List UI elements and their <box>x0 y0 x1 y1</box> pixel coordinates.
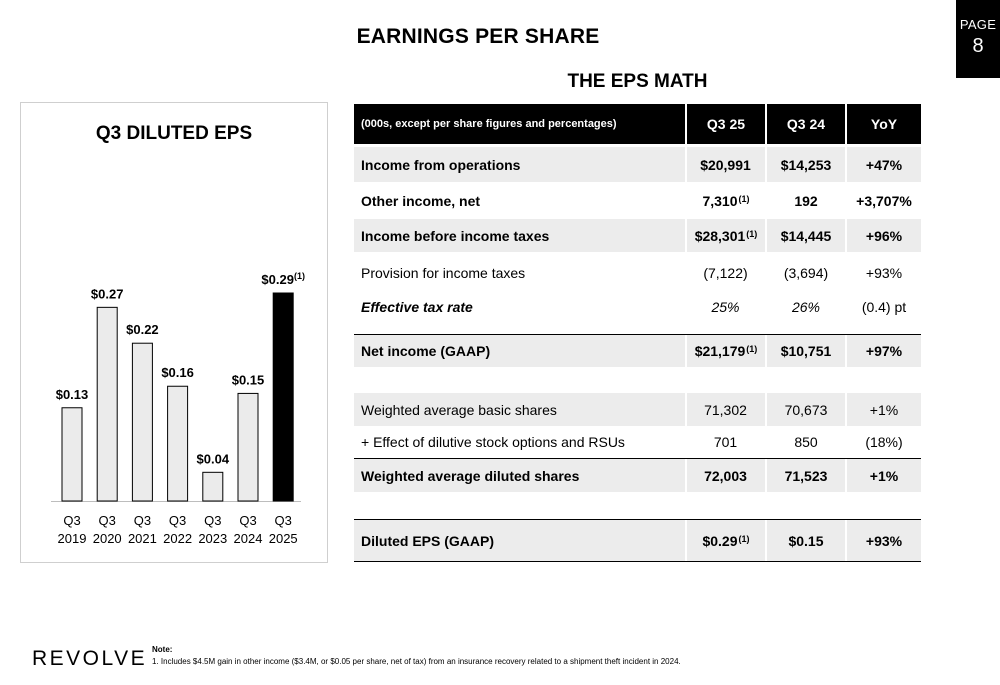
x-tick-label: 2024 <box>233 531 263 546</box>
table-row <box>354 184 921 217</box>
row-q325: (7,122) <box>687 256 767 289</box>
table-row <box>354 147 921 182</box>
eps-chart-panel <box>20 102 328 563</box>
row-q324: $10,751 <box>767 335 847 367</box>
bar-2024 <box>238 393 258 501</box>
header-label: (000s, except per share figures and percentages) <box>354 104 687 144</box>
row-q324: $0.15 <box>767 520 847 561</box>
row-q324: 70,673 <box>767 393 847 426</box>
row-q325: 72,003 <box>687 459 767 492</box>
data-label-2020: $0.27 <box>90 286 124 302</box>
table-row <box>354 519 921 562</box>
row-q324: $14,445 <box>767 219 847 252</box>
note-text: 1. Includes $4.5M gain in other income ($3.4M, or $0.05 per share, net of tax) from an insurance recovery related to a shipment theft incident in 2024. <box>152 657 681 666</box>
table-row <box>354 426 921 458</box>
row-yoy: (18%) <box>865 434 903 450</box>
revolve-logo: REVOLVE <box>32 647 148 670</box>
row-yoy: +3,707% <box>856 192 912 209</box>
data-label-2025: $0.29$^{(1)}$ <box>261 271 305 287</box>
row-q325: 71,302 <box>687 393 767 426</box>
eps-bar-chart <box>21 103 329 564</box>
x-tick-label: Q3 <box>204 513 222 528</box>
x-tick-label: 2021 <box>127 531 157 546</box>
table-row <box>354 458 921 492</box>
table-header-row <box>354 104 921 144</box>
row-yoy: +97% <box>865 343 903 359</box>
x-tick-label: Q3 <box>133 513 152 528</box>
x-tick-label: 2019 <box>57 531 87 546</box>
row-q325: $20,991 <box>687 147 767 182</box>
row-label: Income before income taxes <box>354 219 687 252</box>
row-yoy: +1% <box>869 401 899 418</box>
row-q325: $28,301 $^{(1)}$ <box>687 219 767 252</box>
row-yoy: +93% <box>865 532 903 549</box>
table-row <box>354 334 921 367</box>
row-yoy: +96% <box>865 227 903 244</box>
page-badge-label: PAGE <box>959 17 997 32</box>
row-label: Diluted EPS (GAAP) <box>354 520 687 561</box>
page-title: EARNINGS PER SHARE <box>356 25 600 48</box>
row-yoy: +1% <box>869 467 899 484</box>
row-q324: 850 <box>767 426 847 458</box>
row-label: Income from operations <box>354 147 687 182</box>
header-yoy: YoY <box>870 116 898 132</box>
table-row <box>354 219 921 252</box>
x-tick-label: Q3 <box>239 513 257 528</box>
x-tick-label: 2025 <box>268 531 298 546</box>
x-tick-label: 2020 <box>92 531 122 546</box>
row-q324: 192 <box>767 184 847 217</box>
bar-2019 <box>62 408 82 501</box>
note-heading: Note: <box>152 645 173 654</box>
data-label-2022: $0.16 <box>161 365 194 381</box>
chart-title: Q3 DILUTED EPS <box>95 123 253 144</box>
page-number: 8 <box>972 35 984 57</box>
bar-2022 <box>168 386 188 501</box>
row-label: Other income, net <box>354 184 687 217</box>
bar-2025 <box>273 293 293 501</box>
row-q324: $14,253 <box>767 147 847 182</box>
page-badge <box>956 0 1000 78</box>
row-yoy: +47% <box>865 156 903 173</box>
row-label: Provision for income taxes <box>354 256 687 289</box>
table-row <box>354 290 921 323</box>
data-label-2019: $0.13 <box>55 386 89 402</box>
row-label: Weighted average basic shares <box>354 393 687 426</box>
bar-2023 <box>203 472 223 501</box>
row-q325: $0.29 $^{(1)}$ <box>687 520 767 561</box>
x-tick-label: Q3 <box>168 513 187 528</box>
row-label: Effective tax rate <box>354 290 687 323</box>
x-tick-label: 2023 <box>198 531 228 546</box>
bar-2020 <box>97 307 117 501</box>
x-tick-label: Q3 <box>98 513 116 528</box>
row-yoy: +93% <box>865 264 903 281</box>
row-yoy: (0.4) pt <box>861 298 907 315</box>
table-row <box>354 256 921 289</box>
x-tick-label: 2022 <box>163 531 193 546</box>
row-q325: $21,179 $^{(1)}$ <box>687 335 767 367</box>
row-q325: 7,310 $^{(1)}$ <box>687 184 767 217</box>
data-label-2024: $0.15 <box>231 372 265 388</box>
footnote-mark: (1) <box>293 271 305 281</box>
row-q324: 26% <box>767 290 847 323</box>
row-label: Net income (GAAP) <box>354 335 687 367</box>
row-label: Weighted average diluted shares <box>354 459 687 492</box>
row-q325: 701 <box>687 426 767 458</box>
header-q325: Q3 25 <box>687 104 767 144</box>
data-label-2021: $0.22 <box>126 322 159 338</box>
table-row <box>354 393 921 426</box>
x-tick-label: Q3 <box>274 513 292 528</box>
x-tick-label: Q3 <box>63 513 81 528</box>
row-label: + Effect of dilutive stock options and RSUs <box>354 426 687 458</box>
row-q324: (3,694) <box>767 256 847 289</box>
header-q324: Q3 24 <box>767 104 847 144</box>
row-q325: 25% <box>687 290 767 323</box>
table-title: THE EPS MATH <box>567 71 708 92</box>
bar-2021 <box>132 343 152 501</box>
data-label-2023: $0.04 <box>196 451 230 467</box>
row-q324: 71,523 <box>767 459 847 492</box>
